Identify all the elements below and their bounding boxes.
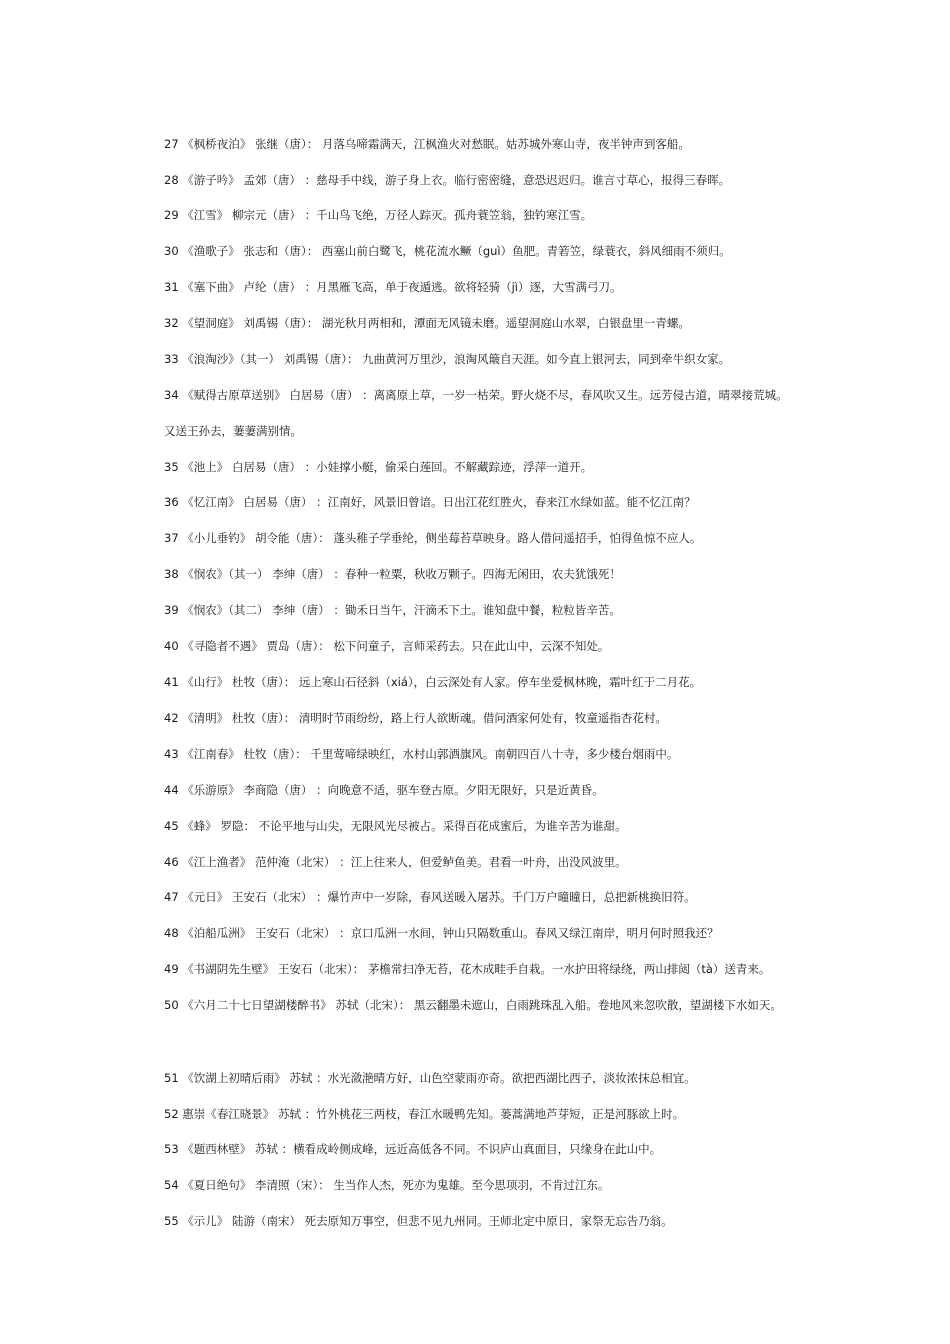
poem-line: 37 《小儿垂钓》 胡令能（唐）： 蓬头稚子学垂纶，侧坐莓苔草映身。路人借问遥招手，怕得鱼惊不应人。 (164, 531, 702, 545)
poem-line: 33 《浪淘沙》（其一） 刘禹锡（唐）： 九曲黄河万里沙，浪淘风簸自天涯。如今直上银河去，同到牵牛织女家。 (164, 352, 731, 366)
poem-line: 44 《乐游原》 李商隐（唐） ：向晚意不适，驱车登古原。夕阳无限好，只是近黄昏。 (164, 783, 604, 797)
poem-line: 34 《赋得古原草送别》 白居易（唐） ：离离原上草，一岁一枯荣。野火烧不尽，春风吹又生。远芳侵古道，晴翠接荒城。 (164, 388, 788, 402)
poem-line: 41 《山行》 杜牧（唐）： 远上寒山石径斜（xiá），白云深处有人家。停车坐爱枫林晚，霜叶红于二月花。 (164, 675, 702, 689)
poem-line: 51 《饮湖上初晴后雨》 苏轼 ：水光潋滟晴方好，山色空蒙雨亦奇。欲把西湖比西子，淡妆浓抹总相宜。 (164, 1071, 696, 1085)
poem-line: 27 《枫桥夜泊》 张继（唐）： 月落乌啼霜满天，江枫渔火对愁眠。姑苏城外寒山寺，夜半钟声到客船。 (164, 137, 690, 151)
poem-line: 38 《悯农》（其一） 李绅（唐） ：春种一粒粟，秋收万颗子。四海无闲田，农夫犹饿死！ (164, 567, 621, 581)
poem-line: 47 《元日》 王安石（北宋） ：爆竹声中一岁除，春风送暖入屠苏。千门万户曈曈日，总把新桃换旧符。 (164, 890, 696, 904)
poem-line: 31 《塞下曲》 卢纶（唐） ：月黑雁飞高，单于夜遁逃。欲将轻骑（jì）逐，大雪满弓刀。 (164, 280, 622, 294)
poem-line: 53 《题西林壁》 苏轼 ：横看成岭侧成峰，远近高低各不同。不识庐山真面目，只缘身在此山中。 (164, 1142, 662, 1156)
poem-line: 46 《江上渔者》 范仲淹（北宋） ：江上往来人，但爱鲈鱼美。君看一叶舟，出没风波里。 (164, 855, 627, 869)
poem-line: 54 《夏日绝句》 李清照（宋）： 生当作人杰，死亦为鬼雄。至今思项羽，不肯过江东。 (164, 1178, 610, 1192)
poem-line: 28 《游子吟》 孟郊（唐） ：慈母手中线，游子身上衣。临行密密缝，意恐迟迟归。谁言寸草心，报得三春晖。 (164, 173, 731, 187)
poem-line: 35 《池上》 白居易（唐） ：小娃撑小艇，偷采白莲回。不解藏踪迹，浮萍一道开。 (164, 460, 593, 474)
poem-line: 43 《江南春》 杜牧（唐）： 千里莺啼绿映红，水村山郭酒旗风。南朝四百八十寺，多少楼台烟雨中。 (164, 747, 679, 761)
poem-line: 42 《清明》 杜牧（唐）： 清明时节雨纷纷，路上行人欲断魂。借问酒家何处有，牧童遥指杏花村。 (164, 711, 667, 725)
poem-line: 36 《忆江南》 白居易（唐） ：江南好，风景旧曾谙。日出江花红胜火，春来江水绿如蓝。能不忆江南？ (164, 495, 696, 509)
poem-line: 52 惠崇《春江晓景》 苏轼 ：竹外桃花三两枝，春江水暖鸭先知。蒌蒿满地芦芽短，正是河豚欲上时。 (164, 1107, 685, 1121)
poem-line: 55 《示儿》 陆游（南宋） 死去原知万事空，但悲不见九州同。王师北定中原日，家祭无忘告乃翁。 (164, 1214, 673, 1228)
poem-line: 32 《望洞庭》 刘禹锡（唐）： 湖光秋月两相和，潭面无风镜未磨。遥望洞庭山水翠，白银盘里一青螺。 (164, 316, 690, 330)
poem-line: 45 《蜂》 罗隐： 不论平地与山尖，无限风光尽被占。采得百花成蜜后，为谁辛苦为谁甜。 (164, 819, 627, 833)
poem-line: 50 《六月二十七日望湖楼醉书》 苏轼（北宋）： 黑云翻墨未遮山，白雨跳珠乱入船。卷地风来忽吹散，望湖楼下水如天。 (164, 998, 782, 1012)
poem-line: 29 《江雪》 柳宗元（唐） ：千山鸟飞绝，万径人踪灭。孤舟蓑笠翁，独钓寒江雪。 (164, 208, 593, 222)
poem-line: 40 《寻隐者不遇》 贾岛（唐）： 松下问童子，言师采药去。只在此山中，云深不知处。 (164, 639, 610, 653)
poem-line-continuation: 又送王孙去，萋萋满别情。 (164, 424, 302, 438)
poem-line: 39 《悯农》（其二） 李绅（唐） ：锄禾日当午，汗滴禾下土。谁知盘中餐，粒粒皆辛苦。 (164, 603, 621, 617)
poem-line: 30 《渔歌子》 张志和（唐）： 西塞山前白鹭飞，桃花流水鳜（guì）鱼肥。青箬笠，绿蓑衣，斜风细雨不须归。 (164, 244, 731, 258)
poem-line: 49 《书湖阴先生壁》 王安石（北宋）： 茅檐常扫净无苔，花木成畦手自栽。一水护田将绿绕，两山排闼（tà）送青来。 (164, 962, 771, 976)
poem-line: 48 《泊船瓜洲》 王安石（北宋） ：京口瓜洲一水间，钟山只隔数重山。春风又绿江南岸，明月何时照我还？ (164, 926, 719, 940)
